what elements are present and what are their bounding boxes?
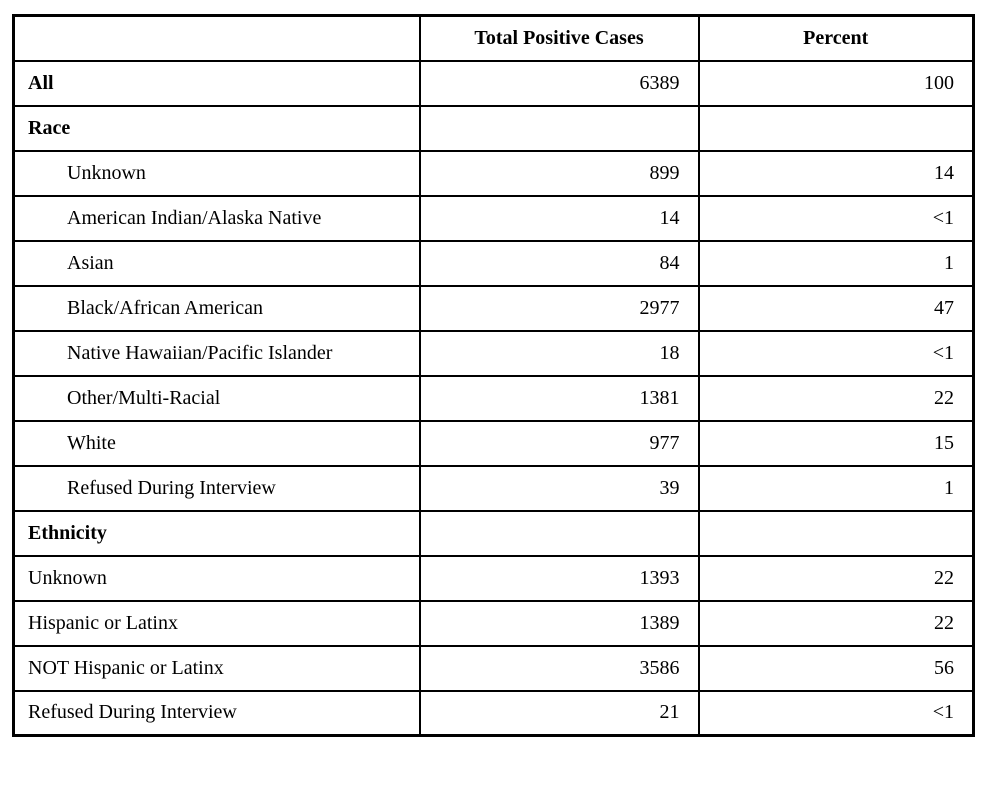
- row-label: Race: [14, 106, 420, 151]
- row-percent: 1: [699, 466, 974, 511]
- row-percent: <1: [699, 331, 974, 376]
- table-row: [14, 601, 974, 646]
- row-total-positive-cases: 6389: [420, 61, 699, 106]
- row-percent: [699, 511, 974, 556]
- row-total-positive-cases: 899: [420, 151, 699, 196]
- row-label: Other/Multi-Racial: [14, 376, 420, 421]
- demographics-table: [12, 14, 975, 737]
- header-total-positive-cases: Total Positive Cases: [420, 16, 699, 61]
- row-label: Ethnicity: [14, 511, 420, 556]
- row-total-positive-cases: 3586: [420, 646, 699, 691]
- row-percent: 56: [699, 646, 974, 691]
- table-row: [14, 331, 974, 376]
- table-row: [14, 151, 974, 196]
- row-label: Hispanic or Latinx: [14, 601, 420, 646]
- row-label: American Indian/Alaska Native: [14, 196, 420, 241]
- row-percent: <1: [699, 691, 974, 736]
- table-row: [14, 106, 974, 151]
- row-percent: 100: [699, 61, 974, 106]
- table-row: [14, 646, 974, 691]
- row-label: Unknown: [14, 151, 420, 196]
- table-row: [14, 466, 974, 511]
- row-total-positive-cases: 1381: [420, 376, 699, 421]
- header-category: [14, 16, 420, 61]
- row-label: Unknown: [14, 556, 420, 601]
- table-body: [14, 61, 974, 736]
- row-total-positive-cases: 14: [420, 196, 699, 241]
- row-label: Refused During Interview: [14, 466, 420, 511]
- table-row: [14, 286, 974, 331]
- row-percent: 22: [699, 601, 974, 646]
- row-label: All: [14, 61, 420, 106]
- row-label: NOT Hispanic or Latinx: [14, 646, 420, 691]
- row-label: Asian: [14, 241, 420, 286]
- row-label: Black/African American: [14, 286, 420, 331]
- row-percent: 14: [699, 151, 974, 196]
- row-total-positive-cases: 39: [420, 466, 699, 511]
- row-total-positive-cases: 1389: [420, 601, 699, 646]
- row-label: Refused During Interview: [14, 691, 420, 736]
- header-row: [14, 16, 974, 61]
- row-label: Native Hawaiian/Pacific Islander: [14, 331, 420, 376]
- table-row: [14, 556, 974, 601]
- row-percent: [699, 106, 974, 151]
- row-percent: 22: [699, 556, 974, 601]
- row-percent: 15: [699, 421, 974, 466]
- table-row: [14, 376, 974, 421]
- row-percent: 1: [699, 241, 974, 286]
- header-percent: Percent: [699, 16, 974, 61]
- row-total-positive-cases: [420, 511, 699, 556]
- table-row: [14, 61, 974, 106]
- row-total-positive-cases: 84: [420, 241, 699, 286]
- table-row: [14, 196, 974, 241]
- row-total-positive-cases: 2977: [420, 286, 699, 331]
- row-total-positive-cases: 977: [420, 421, 699, 466]
- table-row: [14, 421, 974, 466]
- row-total-positive-cases: 18: [420, 331, 699, 376]
- row-total-positive-cases: [420, 106, 699, 151]
- row-label: White: [14, 421, 420, 466]
- table-row: [14, 241, 974, 286]
- row-percent: 47: [699, 286, 974, 331]
- row-total-positive-cases: 21: [420, 691, 699, 736]
- table-row: [14, 511, 974, 556]
- row-percent: <1: [699, 196, 974, 241]
- row-total-positive-cases: 1393: [420, 556, 699, 601]
- row-percent: 22: [699, 376, 974, 421]
- table-row: [14, 691, 974, 736]
